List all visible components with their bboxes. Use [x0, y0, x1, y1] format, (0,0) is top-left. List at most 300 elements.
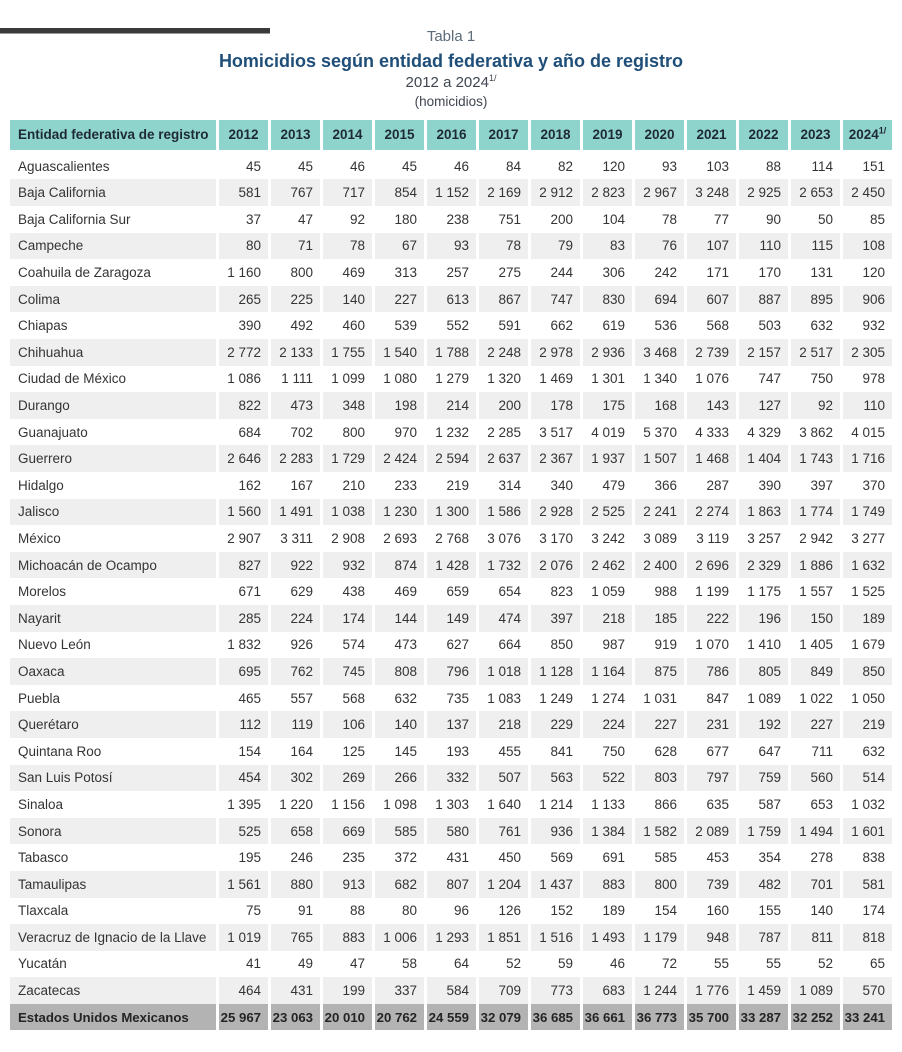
value-cell: 120: [843, 259, 892, 286]
value-cell: 838: [843, 844, 892, 871]
value-cell: 552: [427, 312, 476, 339]
value-cell: 1 395: [219, 791, 268, 818]
value-cell: 1 384: [583, 818, 632, 845]
year-column-header: 2014: [323, 120, 372, 153]
value-cell: 1 863: [739, 499, 788, 526]
value-cell: 1 640: [479, 791, 528, 818]
year-column-header: 2016: [427, 120, 476, 153]
value-cell: 632: [843, 738, 892, 765]
value-cell: 584: [427, 977, 476, 1004]
value-cell: 1 244: [635, 977, 684, 1004]
value-cell: 193: [427, 738, 476, 765]
value-cell: 2 305: [843, 339, 892, 366]
value-cell: 1 133: [583, 791, 632, 818]
value-cell: 1 468: [687, 445, 736, 472]
value-cell: 244: [531, 259, 580, 286]
value-cell: 140: [791, 898, 840, 925]
value-cell: 1 404: [739, 445, 788, 472]
value-cell: 811: [791, 924, 840, 951]
value-cell: 866: [635, 791, 684, 818]
value-cell: 3 170: [531, 525, 580, 552]
value-cell: 591: [479, 312, 528, 339]
top-border-bar: [0, 28, 270, 34]
value-cell: 585: [375, 818, 424, 845]
value-cell: 1 301: [583, 366, 632, 393]
table-row: [10, 605, 892, 632]
value-cell: 1 410: [739, 632, 788, 659]
table-row: [10, 658, 892, 685]
value-cell: 3 468: [635, 339, 684, 366]
value-cell: 265: [219, 286, 268, 313]
value-cell: 126: [479, 898, 528, 925]
value-cell: 65: [843, 951, 892, 978]
value-cell: 2 424: [375, 445, 424, 472]
value-cell: 1 507: [635, 445, 684, 472]
value-cell: 306: [583, 259, 632, 286]
table-row: [10, 472, 892, 499]
value-cell: 800: [635, 871, 684, 898]
value-cell: 1 038: [323, 499, 372, 526]
value-cell: 278: [791, 844, 840, 871]
value-cell: 1 152: [427, 179, 476, 206]
value-cell: 574: [323, 632, 372, 659]
value-cell: 514: [843, 765, 892, 792]
value-cell: 2 768: [427, 525, 476, 552]
year-column-header: 2018: [531, 120, 580, 153]
value-cell: 224: [583, 711, 632, 738]
table-row: [10, 206, 892, 233]
value-cell: 218: [583, 605, 632, 632]
value-cell: 1 428: [427, 552, 476, 579]
value-cell: 168: [635, 392, 684, 419]
value-cell: 47: [271, 206, 320, 233]
value-cell: 2 169: [479, 179, 528, 206]
value-cell: 694: [635, 286, 684, 313]
year-column-header: 2013: [271, 120, 320, 153]
value-cell: 664: [479, 632, 528, 659]
value-cell: 1 089: [739, 685, 788, 712]
value-cell: 539: [375, 312, 424, 339]
value-cell: 1 006: [375, 924, 424, 951]
value-cell: 895: [791, 286, 840, 313]
value-cell: 52: [791, 951, 840, 978]
value-cell: 1 776: [687, 977, 736, 1004]
table-row: [10, 685, 892, 712]
table-row: [10, 233, 892, 260]
value-cell: 82: [531, 153, 580, 180]
value-cell: 587: [739, 791, 788, 818]
value-cell: 1 557: [791, 578, 840, 605]
value-cell: 80: [219, 233, 268, 260]
value-cell: 1 749: [843, 499, 892, 526]
table-row: [10, 871, 892, 898]
value-cell: 507: [479, 765, 528, 792]
value-cell: 635: [687, 791, 736, 818]
value-cell: 88: [739, 153, 788, 180]
value-cell: 906: [843, 286, 892, 313]
value-cell: 397: [531, 605, 580, 632]
value-cell: 750: [583, 738, 632, 765]
value-cell: 568: [687, 312, 736, 339]
value-cell: 948: [687, 924, 736, 951]
value-cell: 797: [687, 765, 736, 792]
value-cell: 1 070: [687, 632, 736, 659]
value-cell: 1 774: [791, 499, 840, 526]
value-cell: 2 594: [427, 445, 476, 472]
value-cell: 2 283: [271, 445, 320, 472]
value-cell: 581: [219, 179, 268, 206]
table-row: [10, 445, 892, 472]
value-cell: 473: [271, 392, 320, 419]
value-cell: 238: [427, 206, 476, 233]
value-cell: 106: [323, 711, 372, 738]
value-cell: 229: [531, 711, 580, 738]
value-cell: 24 559: [427, 1004, 476, 1031]
value-cell: 242: [635, 259, 684, 286]
value-cell: 144: [375, 605, 424, 632]
value-cell: 2 696: [687, 552, 736, 579]
value-cell: 1 469: [531, 366, 580, 393]
value-cell: 632: [791, 312, 840, 339]
value-cell: 1 340: [635, 366, 684, 393]
value-cell: 3 242: [583, 525, 632, 552]
value-cell: 522: [583, 765, 632, 792]
value-cell: 79: [531, 233, 580, 260]
value-cell: 1 851: [479, 924, 528, 951]
value-cell: 131: [791, 259, 840, 286]
value-cell: 45: [271, 153, 320, 180]
value-cell: 348: [323, 392, 372, 419]
table-row: [10, 791, 892, 818]
value-cell: 827: [219, 552, 268, 579]
value-cell: 196: [739, 605, 788, 632]
entity-cell: Nuevo León: [10, 632, 216, 659]
value-cell: 1 022: [791, 685, 840, 712]
value-cell: 684: [219, 419, 268, 446]
value-cell: 762: [271, 658, 320, 685]
value-cell: 525: [219, 818, 268, 845]
entity-cell: Quintana Roo: [10, 738, 216, 765]
value-cell: 90: [739, 206, 788, 233]
value-cell: 569: [531, 844, 580, 871]
value-cell: 469: [323, 259, 372, 286]
value-cell: 818: [843, 924, 892, 951]
value-cell: 80: [375, 898, 424, 925]
value-cell: 922: [271, 552, 320, 579]
value-cell: 275: [479, 259, 528, 286]
value-cell: 1 729: [323, 445, 372, 472]
value-cell: 92: [791, 392, 840, 419]
value-cell: 585: [635, 844, 684, 871]
table-row: [10, 632, 892, 659]
entity-cell: Colima: [10, 286, 216, 313]
value-cell: 2 517: [791, 339, 840, 366]
value-cell: 1 199: [687, 578, 736, 605]
value-cell: 154: [635, 898, 684, 925]
value-cell: 1 320: [479, 366, 528, 393]
value-cell: 570: [843, 977, 892, 1004]
value-cell: 78: [323, 233, 372, 260]
value-cell: 1 886: [791, 552, 840, 579]
value-cell: 1 274: [583, 685, 632, 712]
value-cell: 581: [843, 871, 892, 898]
value-cell: 149: [427, 605, 476, 632]
value-cell: 1 788: [427, 339, 476, 366]
value-cell: 469: [375, 578, 424, 605]
table-row: [10, 951, 892, 978]
value-cell: 112: [219, 711, 268, 738]
value-cell: 151: [843, 153, 892, 180]
value-cell: 2 908: [323, 525, 372, 552]
value-cell: 2 646: [219, 445, 268, 472]
value-cell: 33 241: [843, 1004, 892, 1031]
table-row: [10, 339, 892, 366]
value-cell: 453: [687, 844, 736, 871]
value-cell: 108: [843, 233, 892, 260]
value-cell: 23 063: [271, 1004, 320, 1031]
table-row: [10, 366, 892, 393]
page-title: Homicidios según entidad federativa y año de registro: [218, 50, 684, 71]
value-cell: 2 241: [635, 499, 684, 526]
value-cell: 37: [219, 206, 268, 233]
value-cell: 1 832: [219, 632, 268, 659]
value-cell: 2 925: [739, 179, 788, 206]
year-column-header: 2023: [791, 120, 840, 153]
value-cell: 560: [791, 765, 840, 792]
value-cell: 175: [583, 392, 632, 419]
value-cell: 107: [687, 233, 736, 260]
value-cell: 747: [531, 286, 580, 313]
table-row: [10, 765, 892, 792]
value-cell: 1 204: [479, 871, 528, 898]
value-cell: 47: [323, 951, 372, 978]
table-row: [10, 711, 892, 738]
table-row: [10, 419, 892, 446]
value-cell: 162: [219, 472, 268, 499]
table-row: [10, 153, 892, 180]
value-cell: 1 089: [791, 977, 840, 1004]
table-row: [10, 818, 892, 845]
value-cell: 536: [635, 312, 684, 339]
value-cell: 2 967: [635, 179, 684, 206]
value-cell: 103: [687, 153, 736, 180]
value-cell: 1 232: [427, 419, 476, 446]
subtitle: [0, 74, 902, 93]
table-row: [10, 552, 892, 579]
value-cell: 669: [323, 818, 372, 845]
unit-label: (homicidios): [414, 94, 488, 109]
table-row: [10, 392, 892, 419]
value-cell: 1 230: [375, 499, 424, 526]
value-cell: 55: [739, 951, 788, 978]
table-row: [10, 259, 892, 286]
value-cell: 171: [687, 259, 736, 286]
value-cell: 822: [219, 392, 268, 419]
value-cell: 3 089: [635, 525, 684, 552]
value-cell: 3 277: [843, 525, 892, 552]
value-cell: 805: [739, 658, 788, 685]
value-cell: 313: [375, 259, 424, 286]
value-cell: 647: [739, 738, 788, 765]
value-cell: 473: [375, 632, 424, 659]
value-cell: 987: [583, 632, 632, 659]
value-cell: 32 252: [791, 1004, 840, 1031]
value-cell: 654: [479, 578, 528, 605]
value-cell: 192: [739, 711, 788, 738]
value-cell: 219: [843, 711, 892, 738]
title-block: [0, 28, 902, 111]
table-row: [10, 578, 892, 605]
value-cell: 438: [323, 578, 372, 605]
value-cell: 709: [479, 977, 528, 1004]
value-cell: 3 076: [479, 525, 528, 552]
value-cell: 1 083: [479, 685, 528, 712]
value-cell: 119: [271, 711, 320, 738]
entity-cell: Zacatecas: [10, 977, 216, 1004]
value-cell: 218: [479, 711, 528, 738]
value-cell: 683: [583, 977, 632, 1004]
value-cell: 46: [583, 951, 632, 978]
value-cell: 227: [791, 711, 840, 738]
value-cell: 3 517: [531, 419, 580, 446]
value-cell: 152: [531, 898, 580, 925]
value-cell: 4 329: [739, 419, 788, 446]
year-column-header: 2012: [219, 120, 268, 153]
value-cell: 1 128: [531, 658, 580, 685]
value-cell: 189: [583, 898, 632, 925]
value-cell: 629: [271, 578, 320, 605]
value-cell: 711: [791, 738, 840, 765]
entity-cell: Guerrero: [10, 445, 216, 472]
year-column-header: 2021: [687, 120, 736, 153]
table-row: [10, 312, 892, 339]
value-cell: 1 220: [271, 791, 320, 818]
value-cell: 36 685: [531, 1004, 580, 1031]
value-cell: 2 157: [739, 339, 788, 366]
value-cell: 46: [323, 153, 372, 180]
value-cell: 465: [219, 685, 268, 712]
value-cell: 222: [687, 605, 736, 632]
value-cell: 460: [323, 312, 372, 339]
value-cell: 932: [323, 552, 372, 579]
value-cell: 1 050: [843, 685, 892, 712]
value-cell: 2 400: [635, 552, 684, 579]
value-cell: 88: [323, 898, 372, 925]
value-cell: 78: [635, 206, 684, 233]
value-cell: 761: [479, 818, 528, 845]
value-cell: 695: [219, 658, 268, 685]
value-cell: 580: [427, 818, 476, 845]
value-cell: 2 942: [791, 525, 840, 552]
value-cell: 160: [687, 898, 736, 925]
table-row: [10, 179, 892, 206]
value-cell: 1 019: [219, 924, 268, 951]
value-cell: 200: [531, 206, 580, 233]
value-cell: 137: [427, 711, 476, 738]
value-cell: 1 540: [375, 339, 424, 366]
value-cell: 2 693: [375, 525, 424, 552]
value-cell: 285: [219, 605, 268, 632]
value-cell: 1 293: [427, 924, 476, 951]
value-cell: 1 494: [791, 818, 840, 845]
value-cell: 568: [323, 685, 372, 712]
value-cell: 653: [791, 791, 840, 818]
value-cell: 91: [271, 898, 320, 925]
value-cell: 1 516: [531, 924, 580, 951]
value-cell: 178: [531, 392, 580, 419]
value-cell: 1 300: [427, 499, 476, 526]
value-cell: 2 772: [219, 339, 268, 366]
value-cell: 170: [739, 259, 788, 286]
entity-cell: Sinaloa: [10, 791, 216, 818]
value-cell: 2 285: [479, 419, 528, 446]
value-cell: 2 739: [687, 339, 736, 366]
value-cell: 1 160: [219, 259, 268, 286]
entity-cell: Nayarit: [10, 605, 216, 632]
value-cell: 114: [791, 153, 840, 180]
entity-cell: Tlaxcala: [10, 898, 216, 925]
value-cell: 337: [375, 977, 424, 1004]
value-cell: 164: [271, 738, 320, 765]
value-cell: 2 274: [687, 499, 736, 526]
value-cell: 78: [479, 233, 528, 260]
value-cell: 2 907: [219, 525, 268, 552]
value-cell: 1 732: [479, 552, 528, 579]
value-cell: 662: [531, 312, 580, 339]
entity-cell: Chihuahua: [10, 339, 216, 366]
entity-cell: Durango: [10, 392, 216, 419]
value-cell: 1 018: [479, 658, 528, 685]
value-cell: 1 405: [791, 632, 840, 659]
value-cell: 936: [531, 818, 580, 845]
value-cell: 2 329: [739, 552, 788, 579]
value-cell: 231: [687, 711, 736, 738]
value-cell: 32 079: [479, 1004, 528, 1031]
value-cell: 464: [219, 977, 268, 1004]
value-cell: 607: [687, 286, 736, 313]
value-cell: 49: [271, 951, 320, 978]
value-cell: 1 459: [739, 977, 788, 1004]
value-cell: 115: [791, 233, 840, 260]
value-cell: 257: [427, 259, 476, 286]
value-cell: 479: [583, 472, 632, 499]
value-cell: 219: [427, 472, 476, 499]
value-cell: 627: [427, 632, 476, 659]
value-cell: 880: [271, 871, 320, 898]
value-cell: 2 089: [687, 818, 736, 845]
value-cell: 854: [375, 179, 424, 206]
value-cell: 64: [427, 951, 476, 978]
value-cell: 2 912: [531, 179, 580, 206]
value-cell: 71: [271, 233, 320, 260]
value-cell: 455: [479, 738, 528, 765]
value-cell: 1 586: [479, 499, 528, 526]
value-cell: 20 762: [375, 1004, 424, 1031]
value-cell: 67: [375, 233, 424, 260]
value-cell: 104: [583, 206, 632, 233]
value-cell: 145: [375, 738, 424, 765]
value-cell: 75: [219, 898, 268, 925]
entity-cell: Tamaulipas: [10, 871, 216, 898]
value-cell: 1 437: [531, 871, 580, 898]
value-cell: 1 525: [843, 578, 892, 605]
value-cell: 195: [219, 844, 268, 871]
table-row: [10, 525, 892, 552]
value-cell: 1 493: [583, 924, 632, 951]
value-cell: 1 303: [427, 791, 476, 818]
entity-cell: Querétaro: [10, 711, 216, 738]
value-cell: 2 367: [531, 445, 580, 472]
